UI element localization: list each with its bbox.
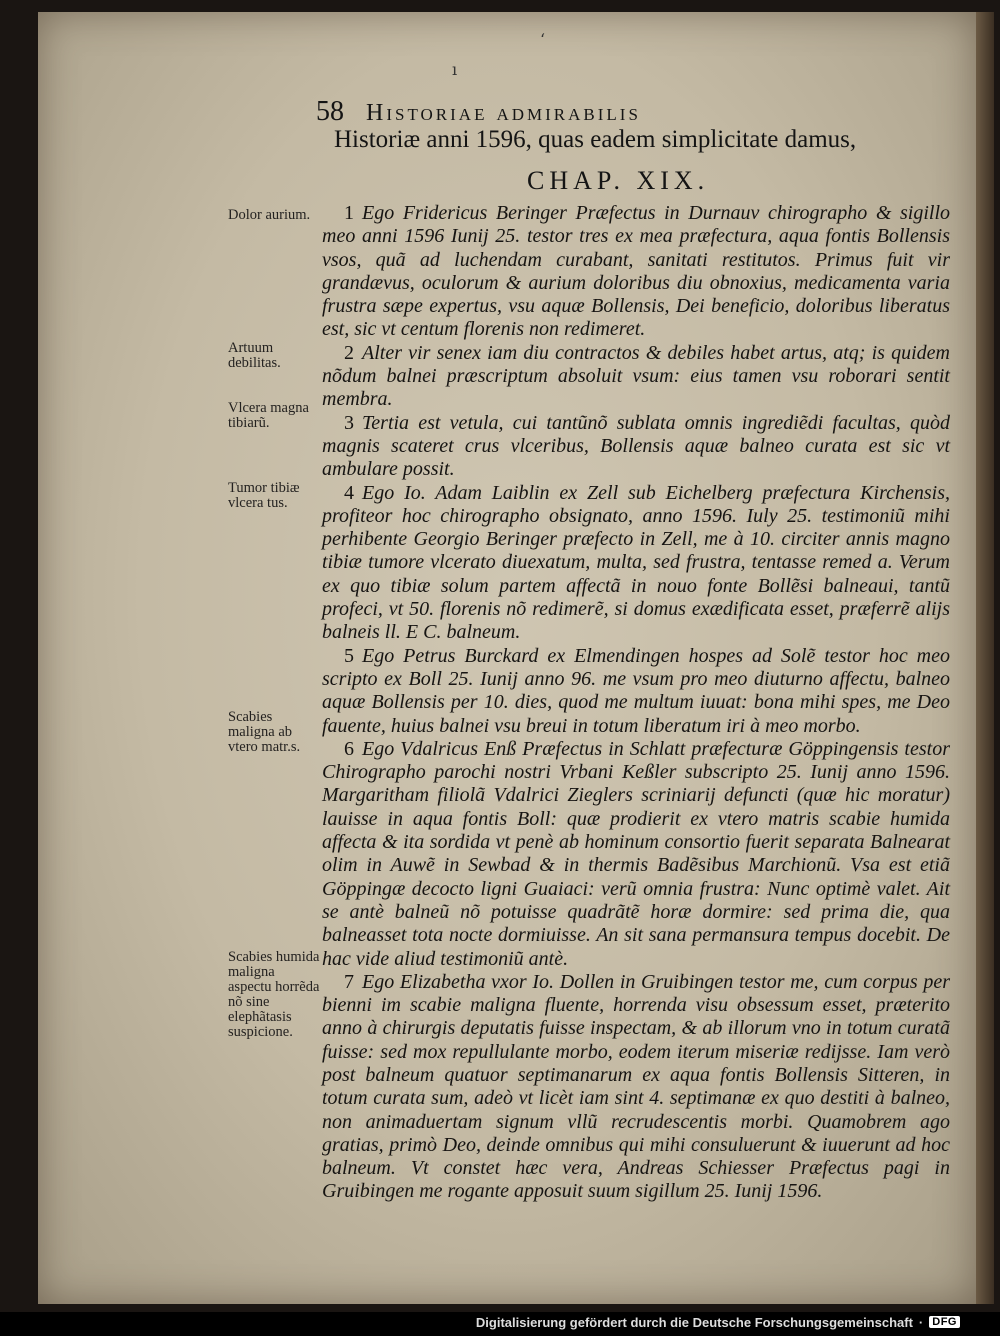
page-number: 58 [316, 96, 344, 127]
ink-mark: ı [452, 60, 458, 79]
testimony-paragraph [322, 738, 950, 971]
paragraph-number: 4 [344, 481, 354, 504]
paragraph-text: Ego Io. Adam Laiblin ex Zell sub Eichelberg præfectura Kirchensis, profiteor hoc chirographo obsignato, anno 1596. Iuly 25. testimoniũ mihi perhibente Georgio Beringer præfecto in Zell, me à 10. circiter annis magno tibiæ tumore vlcerato diuexatum, multa, sed frustra, tentasse remed a. Verum ex quo tibiæ solum partem affectã in nouo fonte Bollẽsi balneaui, tantũ profeci, vt 50. florenis nõ redimerẽ, si domus exædificata esset, præferrẽ alijs balneis ll. E C. balneum. [322, 481, 950, 644]
paragraph-number: 7 [344, 970, 354, 993]
running-head: Historiae admirabilis [366, 100, 641, 126]
ink-mark: ‘ [540, 30, 546, 49]
paragraph-text: Alter vir senex iam diu contractos & debiles habet artus, atq; is quidem nõdum balnei præscriptum absoluit vsum: eius tamen vsu roborari sentit membra. [322, 341, 950, 411]
paragraph-text: Ego Petrus Burckard ex Elmendingen hospes ad Solẽ testor hoc meo scripto ex Boll 25. Iunij anno 96. me vsum pro meo diuturno affectu, balneo aquæ Bollensis per 10. dies, quod me multum iuuat: bona mihi spes, me Deo fauente, huius balnei vsu breui in totum liberatum iri à meo morbo. [322, 644, 950, 737]
running-header [316, 96, 641, 128]
testimony-paragraph [322, 645, 950, 738]
testimony-paragraph [322, 971, 950, 1204]
margin-note: Dolor aurium. [228, 207, 311, 223]
paragraph-number: 1 [344, 202, 354, 224]
testimony-paragraph [322, 482, 950, 645]
chapter-title: CHAP. XIX. [527, 166, 710, 195]
paragraph-text: Ego Elizabetha vxor Io. Dollen in Gruibingen testor me, cum corpus per bienni im scabie maligna fluente, horrenda visu obsessum esset, præterito anno à chirurgis deputatis fuisse inspectam, & ab illorum vno in totum curatã fuisse: sed mox repullulante morbo, eodem iterum miseriæ redijsse. Iam verò post balneum quatuor septimanarum ex aqua fontis Bollensis Sitteren, in totum curata sum, adeò vt licèt iam sint 4. septimanæ ex quo destiti à balneo, non animaduertam signum vllũ recrudescentis morbi. Quamobrem ago gratias, primò Deo, deinde omnibus qui mihi consuluerunt & iuuerunt ad hoc balneum. Vt constet hæc vera, Andreas Schiesser Præfectus pagi in Gruibingen me rogante apposuit suum sigillum 25. Iunij 1596. [322, 970, 950, 1203]
paragraph-number: 2 [344, 341, 354, 364]
margin-note: Scabies maligna ab vtero matr.s. [228, 709, 301, 755]
margin-note: Tumor tibiæ vlcera tus. [228, 480, 300, 511]
chapter-body [322, 202, 950, 1204]
testimony-paragraph [322, 202, 950, 342]
dfg-logo: DFG [929, 1316, 960, 1328]
margin-note: Scabies humida maligna aspectu horrẽda nõ sine elephãtasis suspicione. [228, 949, 320, 1040]
digitization-footer: Digitalisierung gefördert durch die Deutsche Forschungsgemeinschaft · DFG [476, 1312, 960, 1332]
paragraph-number: 3 [344, 411, 354, 434]
paragraph-text: Tertia est vetula, cui tantũnõ sublata omnis ingrediẽdi facultas, quòd magnis scateret crus vlceribus, Bollensis aquæ balneo curata est sic vt ambulare possit. [322, 411, 950, 481]
testimony-paragraph [322, 412, 950, 482]
margin-note: Artuum debilitas. [228, 340, 281, 371]
page-edge [976, 12, 994, 1304]
funding-credit: Digitalisierung gefördert durch die Deutsche Forschungsgemeinschaft [475, 1314, 913, 1330]
section-subhead: Historiæ anni 1596, quas eadem simplicitate damus, [334, 126, 857, 153]
paragraph-text: Ego Fridericus Beringer Præfectus in Durnauv chirographo & sigillo meo anni 1596 Iunij 25. testor tres ex mea præfectura, aqua fontis Bollensis vsos, quã ad luchendam curabant, sanitati restitutos. Primus fuit vir grandævus, oculorum & aurium doloribus diu obnoxius, medicamenta varia frustra sæpe expertus, vsu aquæ Bollensis, Dei beneficio, doloribus liberatus est, sic vt centum florenis non redimeret. [322, 202, 950, 341]
paragraph-text: Ego Vdalricus Enß Præfectus in Schlatt præfecturæ Göppingensis testor Chirographo parochi nostri Vrbani Keßler subscripto 25. Iunij anno 1596. Margaritham filiolã Vdalrici Zieglers scriniarij defuncti (quæ hic moratur) lauisse in aqua fontis Boll: quæ prodierit ex vtero matris scabie humida affecta & ita sordida vt penè ab hominum consortio fuerit separata Balnearat olim in Auwẽ in Sewbad & in thermis Badẽsibus Marchionũ. Vsa est etiã Göppingæ decocto ligni Guaiaci: verũ omnia frustra: Nunc optimè valet. Ait se antè balneũ nõ potuisse quadrãtẽ horæ dormire: sed prima die, qua balneasset tota nocte dormiuisse. An sit sana permansura tempus docebit. De hac vide aliud testimoniũ antè. [322, 737, 950, 970]
testimony-paragraph [322, 342, 950, 412]
margin-note: Vlcera magna tibiarũ. [228, 400, 309, 431]
paragraph-number: 6 [344, 737, 354, 760]
paragraph-number: 5 [344, 644, 354, 667]
